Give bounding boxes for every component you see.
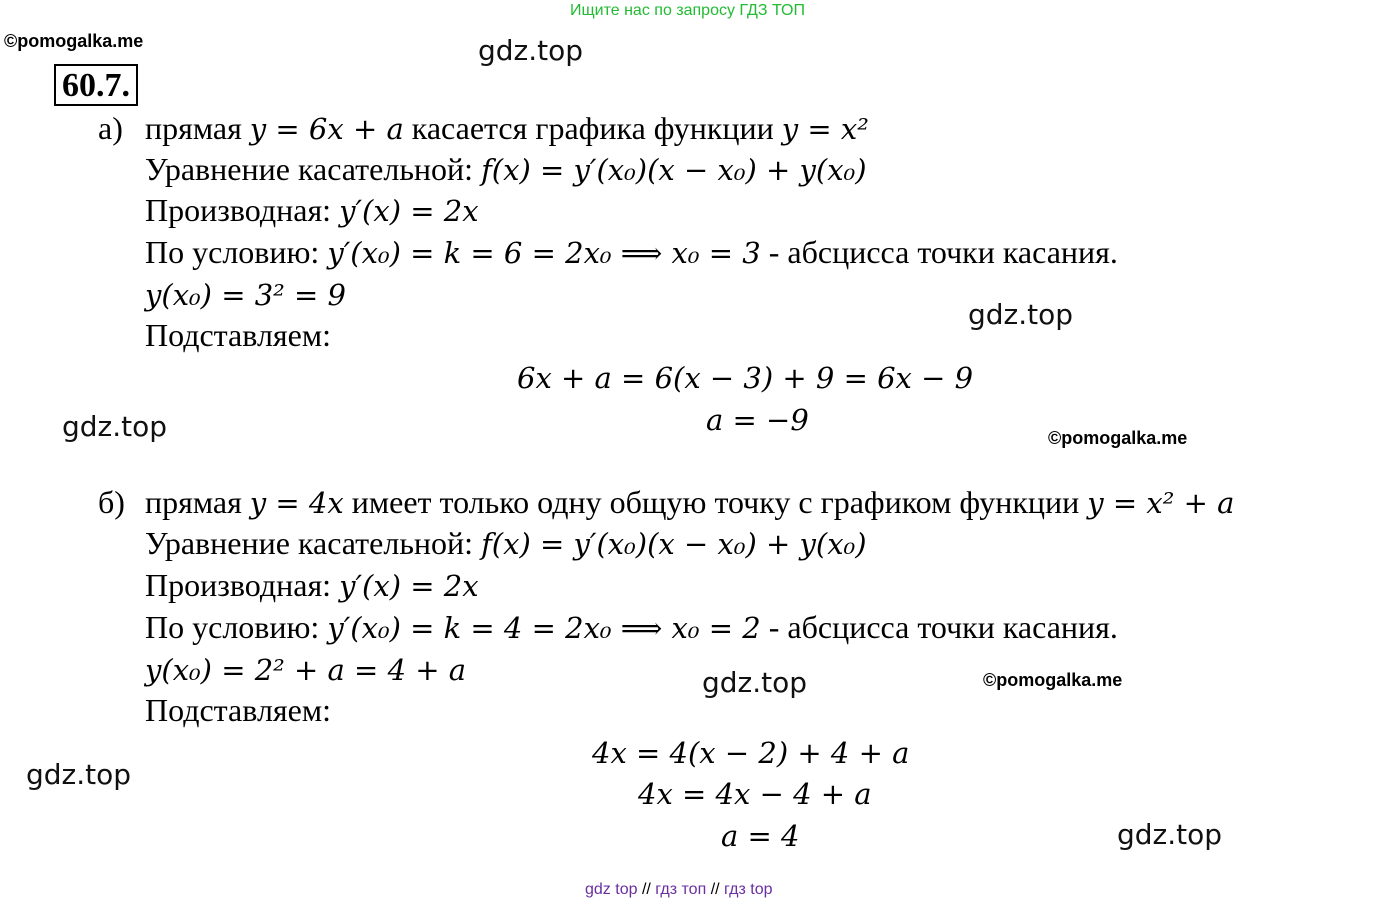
- footer-separator: //: [710, 881, 720, 898]
- part-b-line-formula: y = 4x: [249, 486, 344, 520]
- derivative-label: Производная:: [145, 192, 332, 228]
- part-a-substitute-label: Подставляем:: [145, 317, 331, 353]
- derivative-label: Производная:: [145, 567, 332, 603]
- result-formula: 4x = 4x − 4 + a: [638, 777, 872, 811]
- part-a-intro: [145, 112, 869, 144]
- condition-formula: y′(x₀) = k = 6 = 2x₀ ⟹ x₀ = 3: [327, 236, 761, 270]
- part-a-label: а): [98, 110, 123, 146]
- watermark: gdz.top: [702, 666, 808, 699]
- tangent-label: Уравнение касательной:: [145, 525, 474, 561]
- part-b-condition: [145, 611, 1118, 643]
- footer-link-gdz-top-mixed[interactable]: гдз top: [724, 881, 773, 898]
- watermark: gdz.top: [478, 34, 584, 67]
- condition-suffix: - абсцисса точки касания.: [768, 234, 1118, 270]
- condition-label: По условию:: [145, 234, 320, 270]
- watermark: gdz.top: [1117, 818, 1223, 851]
- value-formula: y(x₀) = 2² + a = 4 + a: [145, 653, 467, 687]
- result-formula: 6x + a = 6(x − 3) + 9 = 6x − 9: [517, 361, 974, 395]
- part-b-intro-text2: имеет только одну общую точку с графиком функции: [351, 484, 1080, 520]
- tangent-formula: f(x) = y′(x₀)(x − x₀) + y(x₀): [481, 153, 867, 187]
- part-b-intro: [145, 486, 1234, 518]
- part-a-intro-text: прямая: [145, 110, 242, 146]
- copyright-mark: ©pomogalka.me: [4, 31, 144, 51]
- part-a-line-formula: y = 6x + a: [249, 112, 404, 146]
- footer-links: [585, 881, 773, 899]
- footer-link-gdz-top-ru[interactable]: гдз топ: [655, 881, 707, 898]
- result-formula: a = 4: [721, 819, 800, 853]
- tangent-formula: f(x) = y′(x₀)(x − x₀) + y(x₀): [481, 527, 867, 561]
- copyright-mark: ©pomogalka.me: [1048, 428, 1188, 448]
- derivative-formula: y′(x) = 2x: [339, 569, 479, 603]
- part-a-intro-text2: касается графика функции: [411, 110, 774, 146]
- part-a-function-formula: y = x²: [781, 112, 869, 146]
- top-search-note: Ищите нас по запросу ГДЗ ТОП: [570, 2, 805, 19]
- derivative-formula: y′(x) = 2x: [339, 194, 479, 228]
- part-b-intro-text: прямая: [145, 484, 242, 520]
- copyright-mark: ©pomogalka.me: [983, 670, 1123, 690]
- part-b-substitute-label: Подставляем:: [145, 692, 331, 728]
- result-formula: 4x = 4(x − 2) + 4 + a: [592, 736, 910, 770]
- condition-suffix: - абсцисса точки касания.: [768, 609, 1118, 645]
- tangent-label: Уравнение касательной:: [145, 151, 474, 187]
- part-a-result-2: [706, 403, 809, 435]
- part-b-value: [145, 653, 466, 685]
- condition-formula: y′(x₀) = k = 4 = 2x₀ ⟹ x₀ = 2: [327, 611, 761, 645]
- part-b-result-1: [592, 736, 909, 768]
- problem-number: 60.7.: [54, 64, 138, 106]
- condition-label: По условию:: [145, 609, 320, 645]
- part-a-result-1: [517, 361, 973, 393]
- part-b-label: б): [98, 484, 125, 520]
- watermark: gdz.top: [26, 758, 132, 791]
- watermark: gdz.top: [968, 298, 1074, 331]
- part-a-value: [145, 278, 346, 310]
- footer-link-gdz-top[interactable]: gdz top: [585, 881, 638, 898]
- part-b-result-2: [638, 777, 872, 809]
- part-b-derivative: [145, 569, 479, 601]
- footer-separator: //: [641, 881, 651, 898]
- part-a-condition: [145, 236, 1118, 268]
- part-b-result-3: [721, 819, 799, 851]
- part-a-derivative: [145, 194, 479, 226]
- value-formula: y(x₀) = 3² = 9: [145, 278, 346, 312]
- part-b-tangent: [145, 527, 867, 559]
- part-b-function-formula: y = x² + a: [1087, 486, 1235, 520]
- watermark: gdz.top: [62, 410, 168, 443]
- part-a-tangent: [145, 153, 867, 185]
- result-formula: a = −9: [706, 403, 809, 437]
